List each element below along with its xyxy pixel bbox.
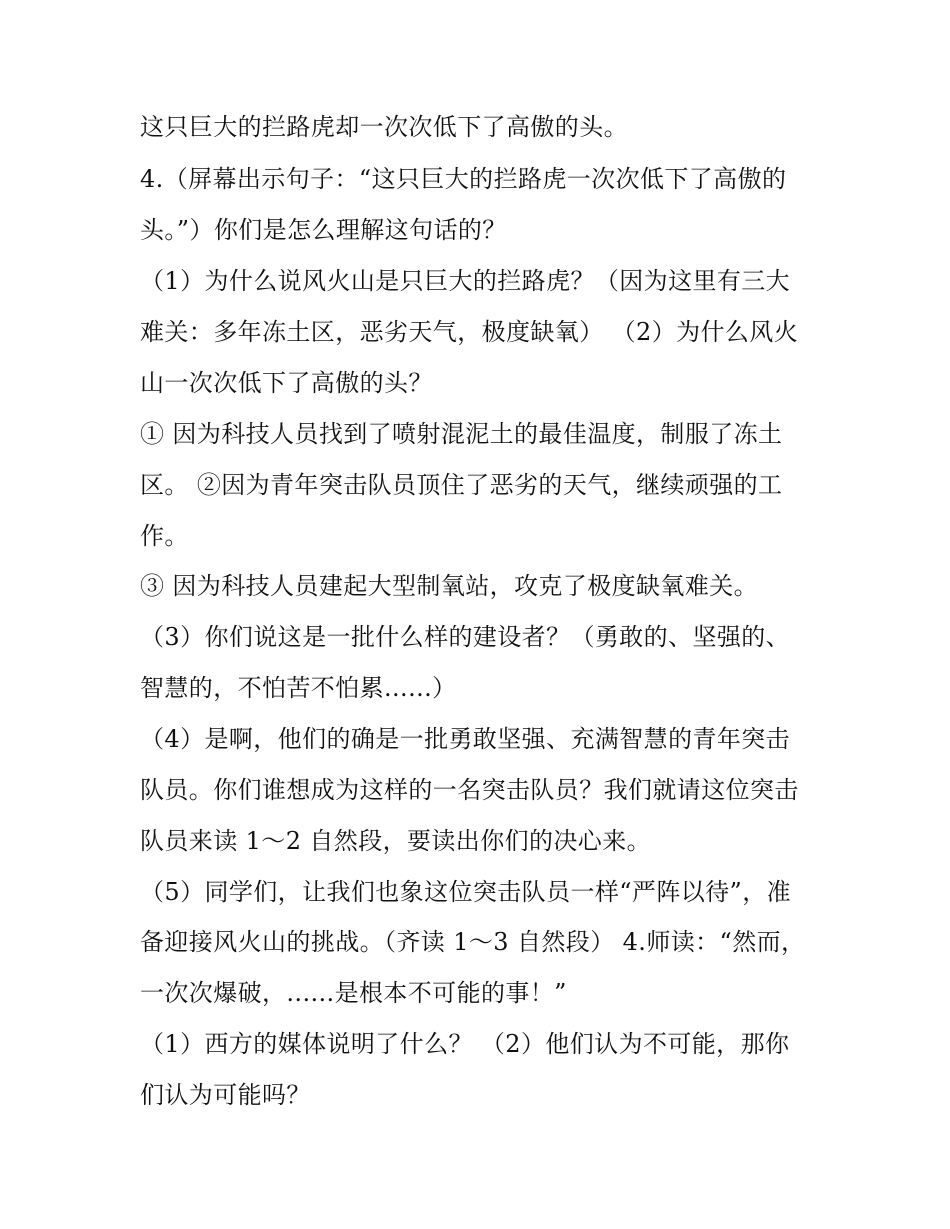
text-line: 这只巨大的拦路虎却一次次低下了高傲的头。 (140, 113, 628, 141)
text-line: （5）同学们，让我们也象这位突击队员一样“严阵以待”，准 (140, 878, 792, 906)
text-line: （1）为什么说风火山是只巨大的拦路虎？（因为这里有三大 (140, 267, 791, 295)
text-line: 作。 (140, 522, 189, 550)
text-line: 一次次爆破，......是根本不可能的事！” (140, 979, 567, 1007)
text-line: （4）是啊，他们的确是一批勇敢坚强、充满智慧的青年突击 (140, 725, 791, 753)
text-line: 山一次次低下了高傲的头？ (140, 369, 433, 397)
text-line: （3）你们说这是一批什么样的建设者？（勇敢的、坚强的、 (140, 623, 791, 651)
text-line: 备迎接风火山的挑战。（齐读 1～3 自然段） 4.师读：“然而， (140, 928, 806, 956)
text-line: 难关：多年冻土区，恶劣天气，极度缺氧） （2）为什么风火 (140, 318, 799, 346)
text-line: 区。 ②因为青年突击队员顶住了恶劣的天气，继续顽强的工 (140, 471, 783, 499)
text-line: ① 因为科技人员找到了喷射混泥土的最佳温度，制服了冻土 (140, 420, 783, 448)
text-line: （1）西方的媒体说明了什么？ （2）他们认为不可能，那你 (140, 1030, 790, 1058)
text-line: ③ 因为科技人员建起大型制氧站，攻克了极度缺氧难关。 (140, 572, 759, 600)
text-line: 队员。你们谁想成为这样的一名突击队员？我们就请这位突击 (140, 776, 799, 804)
text-line: 4.（屏幕出示句子：“这只巨大的拦路虎一次次低下了高傲的 (140, 165, 787, 193)
text-line: 头。”）你们是怎么理解这句话的？ (140, 216, 507, 244)
text-line: 智慧的，不怕苦不怕累......） (140, 674, 457, 702)
text-line: 队员来读 1～2 自然段，要读出你们的决心来。 (140, 827, 651, 855)
text-line: 们认为可能吗？ (140, 1081, 311, 1109)
